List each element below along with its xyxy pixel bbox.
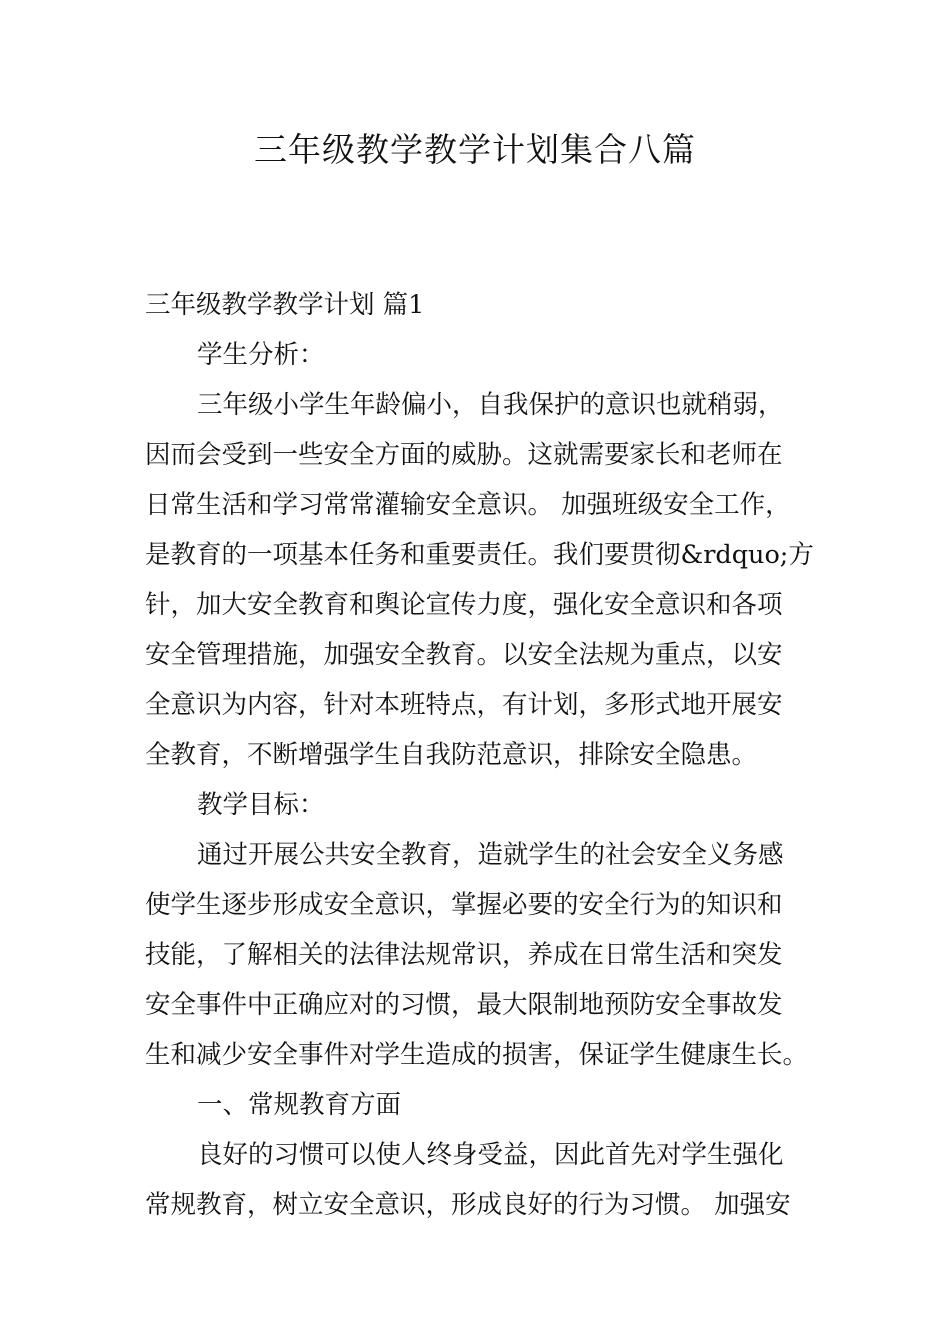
paragraph-line: 良好的习惯可以使人终身受益，因此首先对学生强化: [197, 1140, 784, 1170]
paragraph-line: 针，加大安全教育和舆论宣传力度，强化安全意识和各项: [145, 590, 783, 620]
paragraph-line: 技能，了解相关的法律法规常识，养成在日常生活和突发: [145, 940, 783, 970]
paragraph-line: 三年级小学生年龄偏小，自我保护的意识也就稍弱，: [197, 390, 784, 420]
paragraph-line: 全教育，不断增强学生自我防范意识，排除安全隐患。: [145, 740, 758, 770]
paragraph-line: 安全事件中正确应对的习惯，最大限制地预防安全事故发: [145, 990, 783, 1020]
paragraph-line: 全意识为内容，针对本班特点，有计划，多形式地开展安: [145, 690, 783, 720]
document-body: [145, 280, 814, 1230]
paragraph-line: 生和减少安全事件对学生造成的损害，保证学生健康生长。: [145, 1040, 809, 1070]
paragraph-line: 常规教育，树立安全意识，形成良好的行为习惯。 加强安: [145, 1190, 791, 1220]
paragraph-line: 是教育的一项基本任务和重要责任。我们要贯彻&rdquo;方: [145, 540, 814, 570]
document-title: 三年级教学教学计划集合八篇: [254, 130, 696, 169]
paragraph-line: 教学目标：: [197, 790, 325, 820]
paragraph-line: 安全管理措施，加强安全教育。以安全法规为重点，以安: [145, 640, 783, 670]
paragraph-line: 一、常规教育方面: [197, 1090, 402, 1120]
paragraph-line: 日常生活和学习常常灌输安全意识。 加强班级安全工作，: [145, 490, 791, 520]
paragraph-line: 使学生逐步形成安全意识，掌握必要的安全行为的知识和: [145, 890, 783, 920]
section-heading: 三年级教学教学计划 篇1: [145, 290, 425, 320]
paragraph-line: 因而会受到一些安全方面的威胁。这就需要家长和老师在: [145, 440, 783, 470]
paragraph-line: 学生分析：: [197, 340, 325, 370]
paragraph-line: 通过开展公共安全教育，造就学生的社会安全义务感: [197, 840, 784, 870]
